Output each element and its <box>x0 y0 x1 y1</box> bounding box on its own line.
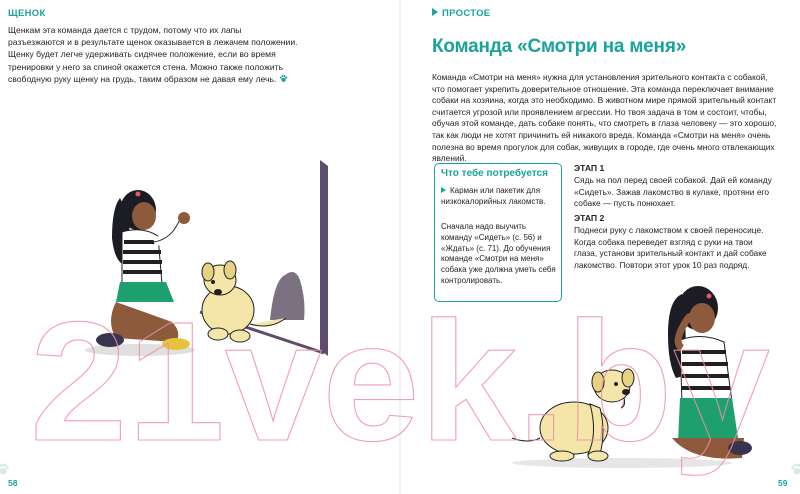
triangle-icon <box>441 187 446 193</box>
left-page <box>0 0 398 494</box>
puppy-paragraph-text: Щенкам эта команда дается с трудом, потому что их лапы разъезжаются и в результате щенок оказывается в лежачем положении. Щенку будет легче удерживать сидячее положение, если во время тренировки у него за спиной окажется стена. Можно также положить свободную руку щенку на грудь, таким образом не давая ему лечь. <box>8 25 298 84</box>
right-page <box>402 0 800 494</box>
page-title: Команда «Смотри на меня» <box>432 36 687 57</box>
requirements-title: Что тебе потребуется <box>441 168 548 179</box>
section-heading: ЩЕНОК <box>8 8 46 19</box>
requirements-item-text: Карман или пакетик для низкокалорийных лакомств. <box>441 186 546 206</box>
puppy-paragraph <box>8 24 298 85</box>
requirements-note: Сначала надо выучить команду «Сидеть» (с. 56) и «Ждать» (с. 71). До обучения команде «Смотри на меня» собака уже должна уметь себя контролировать. <box>441 222 556 285</box>
paw-icon <box>790 462 800 476</box>
paw-icon <box>0 462 10 476</box>
intro-paragraph: Команда «Смотри на меня» нужна для установления зрительного контакта с собакой, что помогает укрепить доверительное отношение. Эта команда переключает внимание собаки на хозяина, когда это необходимо. В животном мире прямой зрительный контакт считается угрозой или проявлением агрессии. Но твоя задача в том и состоит, чтобы, обучая этой команде, дать собаке понять, что смотреть в глаза человеку — это хорошо, так как люди не хотят причинить ей никакого вреда. Команда «Смотри на меня» очень полезна во время прогулок для собак, живущих в городе, где очень много отвлекающих явлений. <box>432 72 777 164</box>
difficulty-level <box>432 8 490 19</box>
difficulty-label: ПРОСТОЕ <box>442 8 491 19</box>
step-2-label: ЭТАП 2 <box>574 213 605 223</box>
step-2-text: Поднеси руку с лакомством к своей переносице. Когда собака переведет взгляд с руки на твои глаза, установи зрительный контакт и дай собаке лакомство. Повтори этот урок 10 раз подряд. <box>574 225 767 270</box>
triangle-icon <box>432 8 438 16</box>
page-number: 58 <box>8 478 18 488</box>
page-number: 59 <box>778 478 788 488</box>
step-1-label: ЭТАП 1 <box>574 163 605 173</box>
paw-icon <box>279 74 288 83</box>
step-1-text: Сядь на пол перед своей собакой. Дай ей команду «Сидеть». Зажав лакомство в кулаке, протяни его собаке — пусть понюхает. <box>574 175 772 209</box>
girl-points-to-eyes-illustration <box>502 278 762 473</box>
watermark-text: 21vek.by <box>30 287 770 477</box>
requirements-item <box>441 186 556 208</box>
page-gutter <box>399 0 401 494</box>
girl-and-puppy-illustration <box>80 160 350 360</box>
